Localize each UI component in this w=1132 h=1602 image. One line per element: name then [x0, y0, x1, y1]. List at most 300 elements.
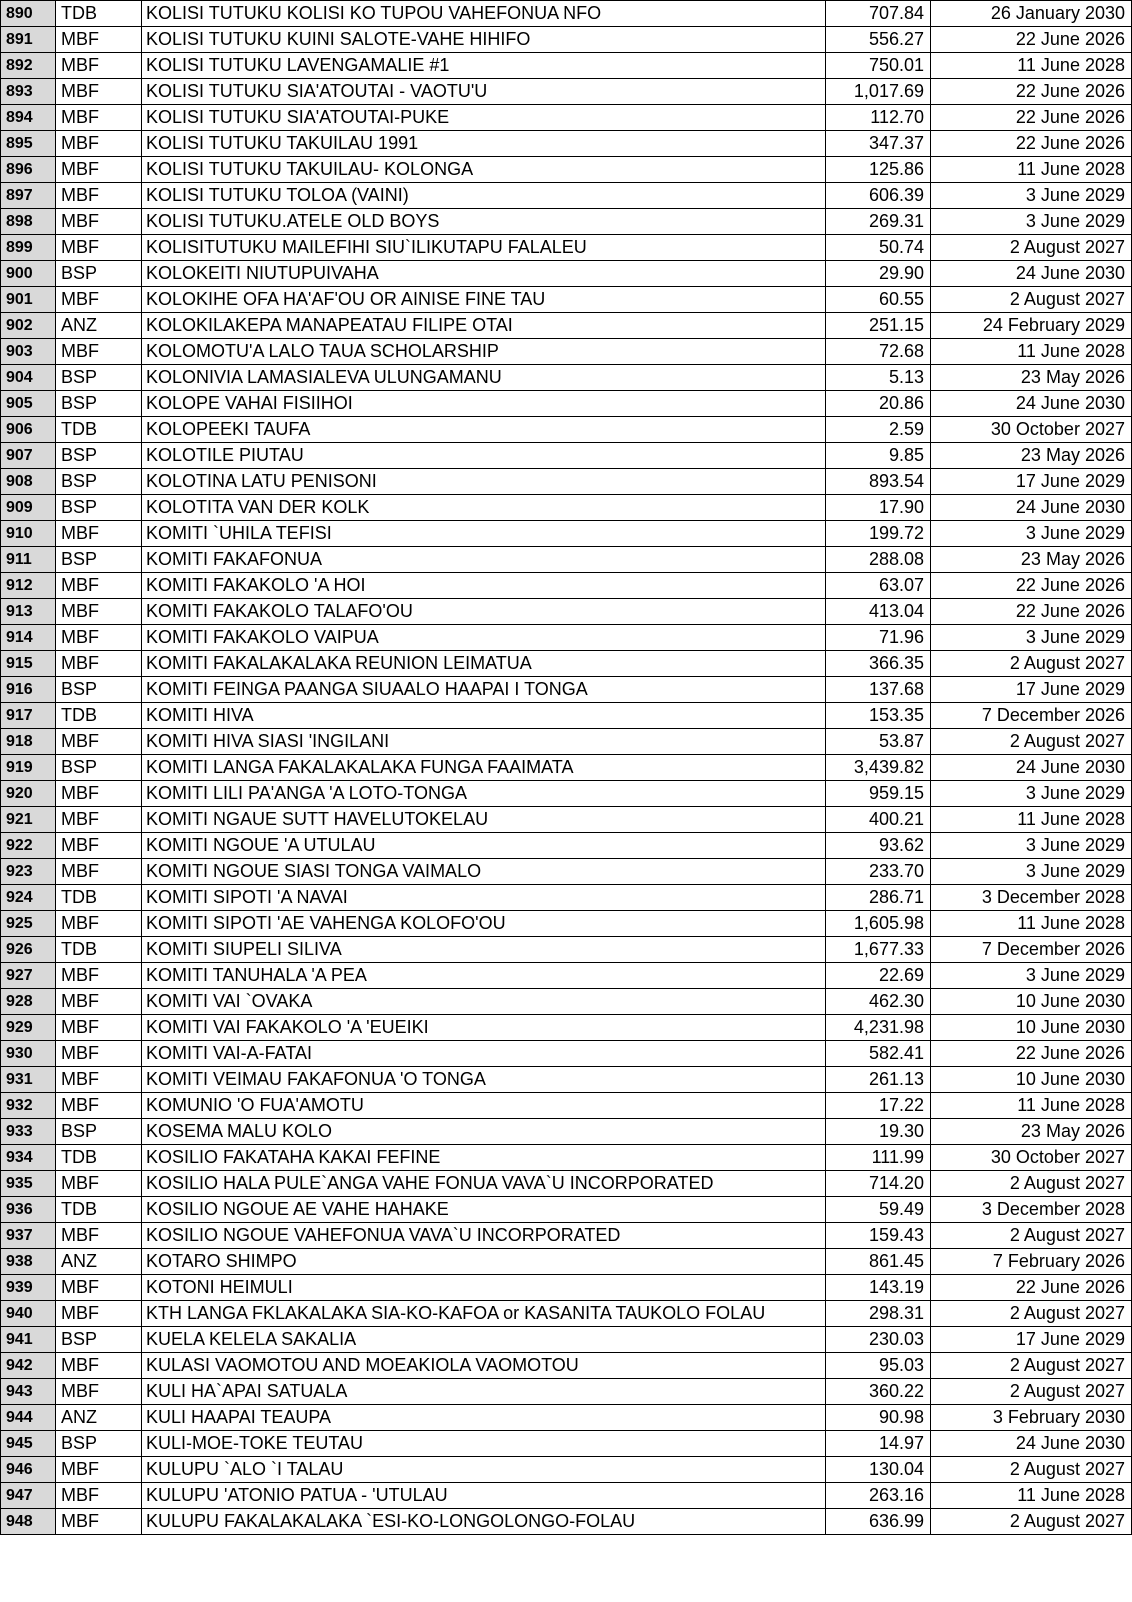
bank-cell: BSP — [56, 261, 142, 287]
bank-cell: BSP — [56, 495, 142, 521]
table-row — [1, 729, 1132, 755]
amount-cell: 17.90 — [826, 495, 931, 521]
table-row — [1, 885, 1132, 911]
account-name-cell: KOMITI LILI PA'ANGA 'A LOTO-TONGA — [142, 781, 826, 807]
account-name-cell: KOMUNIO 'O FUA'AMOTU — [142, 1093, 826, 1119]
row-number-cell: 897 — [1, 183, 56, 209]
bank-cell: BSP — [56, 677, 142, 703]
date-cell: 23 May 2026 — [931, 547, 1132, 573]
bank-cell: MBF — [56, 287, 142, 313]
date-cell: 3 June 2029 — [931, 833, 1132, 859]
account-name-cell: KOMITI FEINGA PAANGA SIUAALO HAAPAI I TONGA — [142, 677, 826, 703]
date-cell: 30 October 2027 — [931, 1145, 1132, 1171]
date-cell: 22 June 2026 — [931, 1041, 1132, 1067]
amount-cell: 50.74 — [826, 235, 931, 261]
row-number-cell: 907 — [1, 443, 56, 469]
amount-cell: 137.68 — [826, 677, 931, 703]
date-cell: 24 June 2030 — [931, 1431, 1132, 1457]
table-row — [1, 417, 1132, 443]
table-row — [1, 1, 1132, 27]
row-number-cell: 937 — [1, 1223, 56, 1249]
amount-cell: 298.31 — [826, 1301, 931, 1327]
date-cell: 17 June 2029 — [931, 677, 1132, 703]
account-name-cell: KULUPU FAKALAKALAKA `ESI-KO-LONGOLONGO-FOLAU — [142, 1509, 826, 1535]
account-name-cell: KOSEMA MALU KOLO — [142, 1119, 826, 1145]
table-row — [1, 755, 1132, 781]
amount-cell: 400.21 — [826, 807, 931, 833]
bank-cell: MBF — [56, 1379, 142, 1405]
account-name-cell: KOLISI TUTUKU TOLOA (VAINI) — [142, 183, 826, 209]
row-number-cell: 946 — [1, 1457, 56, 1483]
table-row — [1, 651, 1132, 677]
row-number-cell: 893 — [1, 79, 56, 105]
date-cell: 7 February 2026 — [931, 1249, 1132, 1275]
account-name-cell: KOLISI TUTUKU SIA'ATOUTAI-PUKE — [142, 105, 826, 131]
row-number-cell: 932 — [1, 1093, 56, 1119]
bank-cell: MBF — [56, 1093, 142, 1119]
table-row — [1, 547, 1132, 573]
account-name-cell: KOLISI TUTUKU LAVENGAMALIE #1 — [142, 53, 826, 79]
table-row — [1, 833, 1132, 859]
account-name-cell: KOMITI VAI `OVAKA — [142, 989, 826, 1015]
row-number-cell: 948 — [1, 1509, 56, 1535]
row-number-cell: 901 — [1, 287, 56, 313]
date-cell: 11 June 2028 — [931, 911, 1132, 937]
table-row — [1, 1093, 1132, 1119]
bank-cell: MBF — [56, 521, 142, 547]
amount-cell: 125.86 — [826, 157, 931, 183]
amount-cell: 462.30 — [826, 989, 931, 1015]
row-number-cell: 914 — [1, 625, 56, 651]
account-name-cell: KOMITI VAI-A-FATAI — [142, 1041, 826, 1067]
row-number-cell: 920 — [1, 781, 56, 807]
amount-cell: 29.90 — [826, 261, 931, 287]
account-name-cell: KULI HA`APAI SATUALA — [142, 1379, 826, 1405]
bank-cell: MBF — [56, 859, 142, 885]
bank-cell: TDB — [56, 885, 142, 911]
date-cell: 23 May 2026 — [931, 443, 1132, 469]
account-name-cell: KULUPU 'ATONIO PATUA - 'UTULAU — [142, 1483, 826, 1509]
table-row — [1, 1145, 1132, 1171]
amount-cell: 230.03 — [826, 1327, 931, 1353]
table-row — [1, 287, 1132, 313]
amount-cell: 2.59 — [826, 417, 931, 443]
table-row — [1, 313, 1132, 339]
table-row — [1, 1223, 1132, 1249]
account-name-cell: KOMITI TANUHALA 'A PEA — [142, 963, 826, 989]
row-number-cell: 939 — [1, 1275, 56, 1301]
table-row — [1, 677, 1132, 703]
row-number-cell: 909 — [1, 495, 56, 521]
row-number-cell: 911 — [1, 547, 56, 573]
amount-cell: 1,605.98 — [826, 911, 931, 937]
table-row — [1, 963, 1132, 989]
table-row — [1, 209, 1132, 235]
account-name-cell: KOMITI NGOUE SIASI TONGA VAIMALO — [142, 859, 826, 885]
amount-cell: 59.49 — [826, 1197, 931, 1223]
account-name-cell: KOMITI VEIMAU FAKAFONUA 'O TONGA — [142, 1067, 826, 1093]
account-name-cell: KOMITI NGOUE 'A UTULAU — [142, 833, 826, 859]
bank-cell: MBF — [56, 53, 142, 79]
row-number-cell: 928 — [1, 989, 56, 1015]
bank-cell: ANZ — [56, 1405, 142, 1431]
table-row — [1, 1275, 1132, 1301]
date-cell: 24 June 2030 — [931, 261, 1132, 287]
amount-cell: 269.31 — [826, 209, 931, 235]
bank-cell: TDB — [56, 937, 142, 963]
account-name-cell: KOLISI TUTUKU KOLISI KO TUPOU VAHEFONUA NFO — [142, 1, 826, 27]
date-cell: 2 August 2027 — [931, 1171, 1132, 1197]
date-cell: 2 August 2027 — [931, 1509, 1132, 1535]
row-number-cell: 924 — [1, 885, 56, 911]
amount-cell: 556.27 — [826, 27, 931, 53]
date-cell: 23 May 2026 — [931, 365, 1132, 391]
table-row — [1, 495, 1132, 521]
row-number-cell: 905 — [1, 391, 56, 417]
amount-cell: 347.37 — [826, 131, 931, 157]
bank-cell: MBF — [56, 79, 142, 105]
date-cell: 24 February 2029 — [931, 313, 1132, 339]
bank-cell: TDB — [56, 417, 142, 443]
table-row — [1, 1041, 1132, 1067]
account-name-cell: KOTARO SHIMPO — [142, 1249, 826, 1275]
amount-cell: 71.96 — [826, 625, 931, 651]
amount-cell: 153.35 — [826, 703, 931, 729]
table-row — [1, 807, 1132, 833]
bank-cell: MBF — [56, 209, 142, 235]
bank-cell: MBF — [56, 963, 142, 989]
account-name-cell: KTH LANGA FKLAKALAKA SIA-KO-KAFOA or KASANITA TAUKOLO FOLAU — [142, 1301, 826, 1327]
amount-cell: 14.97 — [826, 1431, 931, 1457]
date-cell: 26 January 2030 — [931, 1, 1132, 27]
amount-cell: 63.07 — [826, 573, 931, 599]
amount-cell: 19.30 — [826, 1119, 931, 1145]
table-row — [1, 625, 1132, 651]
amount-cell: 261.13 — [826, 1067, 931, 1093]
row-number-cell: 918 — [1, 729, 56, 755]
date-cell: 22 June 2026 — [931, 1275, 1132, 1301]
date-cell: 2 August 2027 — [931, 651, 1132, 677]
date-cell: 2 August 2027 — [931, 235, 1132, 261]
table-row — [1, 339, 1132, 365]
row-number-cell: 931 — [1, 1067, 56, 1093]
bank-cell: MBF — [56, 625, 142, 651]
bank-cell: MBF — [56, 105, 142, 131]
amount-cell: 95.03 — [826, 1353, 931, 1379]
account-name-cell: KOMITI LANGA FAKALAKALAKA FUNGA FAAIMATA — [142, 755, 826, 781]
amount-cell: 861.45 — [826, 1249, 931, 1275]
bank-cell: MBF — [56, 1275, 142, 1301]
row-number-cell: 936 — [1, 1197, 56, 1223]
bank-cell: MBF — [56, 1015, 142, 1041]
account-name-cell: KULASI VAOMOTOU AND MOEAKIOLA VAOMOTOU — [142, 1353, 826, 1379]
account-name-cell: KOLISI TUTUKU SIA'ATOUTAI - VAOTU'U — [142, 79, 826, 105]
table-row — [1, 27, 1132, 53]
date-cell: 3 June 2029 — [931, 209, 1132, 235]
amount-cell: 288.08 — [826, 547, 931, 573]
bank-cell: BSP — [56, 469, 142, 495]
account-name-cell: KOLOTILE PIUTAU — [142, 443, 826, 469]
date-cell: 24 June 2030 — [931, 495, 1132, 521]
table-row — [1, 1249, 1132, 1275]
bank-cell: MBF — [56, 1457, 142, 1483]
account-name-cell: KOLISITUTUKU MAILEFIHI SIU`ILIKUTAPU FALALEU — [142, 235, 826, 261]
account-name-cell: KOLOKIHE OFA HA'AF'OU OR AINISE FINE TAU — [142, 287, 826, 313]
bank-cell: MBF — [56, 1171, 142, 1197]
table-row — [1, 1483, 1132, 1509]
account-name-cell: KOSILIO FAKATAHA KAKAI FEFINE — [142, 1145, 826, 1171]
bank-cell: MBF — [56, 1041, 142, 1067]
amount-cell: 750.01 — [826, 53, 931, 79]
bank-cell: ANZ — [56, 313, 142, 339]
date-cell: 2 August 2027 — [931, 287, 1132, 313]
amount-cell: 72.68 — [826, 339, 931, 365]
account-name-cell: KOMITI FAKALAKALAKA REUNION LEIMATUA — [142, 651, 826, 677]
row-number-cell: 926 — [1, 937, 56, 963]
amount-cell: 714.20 — [826, 1171, 931, 1197]
amount-cell: 263.16 — [826, 1483, 931, 1509]
account-name-cell: KOLOTINA LATU PENISONI — [142, 469, 826, 495]
amount-cell: 5.13 — [826, 365, 931, 391]
bank-cell: ANZ — [56, 1249, 142, 1275]
table-row — [1, 1171, 1132, 1197]
bank-cell: TDB — [56, 703, 142, 729]
account-name-cell: KOLOKILAKEPA MANAPEATAU FILIPE OTAI — [142, 313, 826, 339]
date-cell: 10 June 2030 — [931, 1015, 1132, 1041]
account-name-cell: KOSILIO NGOUE AE VAHE HAHAKE — [142, 1197, 826, 1223]
row-number-cell: 910 — [1, 521, 56, 547]
bank-cell: BSP — [56, 755, 142, 781]
table-row — [1, 183, 1132, 209]
bank-cell: MBF — [56, 781, 142, 807]
date-cell: 3 June 2029 — [931, 781, 1132, 807]
bank-cell: MBF — [56, 651, 142, 677]
table-row — [1, 1197, 1132, 1223]
table-row — [1, 1353, 1132, 1379]
row-number-cell: 940 — [1, 1301, 56, 1327]
row-number-cell: 923 — [1, 859, 56, 885]
amount-cell: 159.43 — [826, 1223, 931, 1249]
row-number-cell: 900 — [1, 261, 56, 287]
table-row — [1, 599, 1132, 625]
row-number-cell: 947 — [1, 1483, 56, 1509]
account-name-cell: KOLOPE VAHAI FISIIHOI — [142, 391, 826, 417]
bank-cell: TDB — [56, 1145, 142, 1171]
account-name-cell: KOTONI HEIMULI — [142, 1275, 826, 1301]
table-row — [1, 859, 1132, 885]
account-name-cell: KOMITI FAKAKOLO 'A HOI — [142, 573, 826, 599]
bank-cell: MBF — [56, 573, 142, 599]
row-number-cell: 929 — [1, 1015, 56, 1041]
table-row — [1, 1301, 1132, 1327]
table-row — [1, 703, 1132, 729]
row-number-cell: 945 — [1, 1431, 56, 1457]
table-row — [1, 157, 1132, 183]
row-number-cell: 904 — [1, 365, 56, 391]
amount-cell: 707.84 — [826, 1, 931, 27]
amount-cell: 3,439.82 — [826, 755, 931, 781]
account-name-cell: KOLOMOTU'A LALO TAUA SCHOLARSHIP — [142, 339, 826, 365]
account-name-cell: KUELA KELELA SAKALIA — [142, 1327, 826, 1353]
table-row — [1, 1457, 1132, 1483]
account-name-cell: KOLOKEITI NIUTUPUIVAHA — [142, 261, 826, 287]
account-name-cell: KOLOTITA VAN DER KOLK — [142, 495, 826, 521]
table-row — [1, 1431, 1132, 1457]
date-cell: 7 December 2026 — [931, 937, 1132, 963]
row-number-cell: 898 — [1, 209, 56, 235]
date-cell: 17 June 2029 — [931, 1327, 1132, 1353]
row-number-cell: 934 — [1, 1145, 56, 1171]
row-number-cell: 935 — [1, 1171, 56, 1197]
date-cell: 22 June 2026 — [931, 573, 1132, 599]
table-row — [1, 781, 1132, 807]
row-number-cell: 943 — [1, 1379, 56, 1405]
row-number-cell: 916 — [1, 677, 56, 703]
table-row — [1, 1327, 1132, 1353]
date-cell: 3 February 2030 — [931, 1405, 1132, 1431]
date-cell: 2 August 2027 — [931, 1457, 1132, 1483]
date-cell: 3 June 2029 — [931, 963, 1132, 989]
account-name-cell: KOMITI `UHILA TEFISI — [142, 521, 826, 547]
amount-cell: 111.99 — [826, 1145, 931, 1171]
date-cell: 3 June 2029 — [931, 625, 1132, 651]
table-row — [1, 937, 1132, 963]
table-row — [1, 391, 1132, 417]
date-cell: 24 June 2030 — [931, 755, 1132, 781]
amount-cell: 606.39 — [826, 183, 931, 209]
bank-cell: MBF — [56, 911, 142, 937]
date-cell: 11 June 2028 — [931, 53, 1132, 79]
row-number-cell: 917 — [1, 703, 56, 729]
bank-cell: BSP — [56, 365, 142, 391]
table-body — [1, 1, 1132, 1535]
amount-cell: 1,677.33 — [826, 937, 931, 963]
amount-cell: 286.71 — [826, 885, 931, 911]
bank-cell: BSP — [56, 391, 142, 417]
account-name-cell: KOLISI TUTUKU TAKUILAU 1991 — [142, 131, 826, 157]
bank-cell: BSP — [56, 547, 142, 573]
bank-cell: MBF — [56, 1067, 142, 1093]
bank-cell: MBF — [56, 1509, 142, 1535]
amount-cell: 17.22 — [826, 1093, 931, 1119]
bank-cell: MBF — [56, 235, 142, 261]
date-cell: 22 June 2026 — [931, 79, 1132, 105]
amount-cell: 233.70 — [826, 859, 931, 885]
table-row — [1, 235, 1132, 261]
account-name-cell: KOMITI VAI FAKAKOLO 'A 'EUEIKI — [142, 1015, 826, 1041]
amount-cell: 4,231.98 — [826, 1015, 931, 1041]
amount-cell: 60.55 — [826, 287, 931, 313]
bank-cell: BSP — [56, 1327, 142, 1353]
bank-cell: BSP — [56, 1119, 142, 1145]
date-cell: 11 June 2028 — [931, 157, 1132, 183]
table-row — [1, 261, 1132, 287]
amount-cell: 9.85 — [826, 443, 931, 469]
bank-cell: MBF — [56, 339, 142, 365]
table-row — [1, 911, 1132, 937]
date-cell: 30 October 2027 — [931, 417, 1132, 443]
date-cell: 2 August 2027 — [931, 1379, 1132, 1405]
row-number-cell: 896 — [1, 157, 56, 183]
date-cell: 10 June 2030 — [931, 1067, 1132, 1093]
row-number-cell: 908 — [1, 469, 56, 495]
amount-cell: 53.87 — [826, 729, 931, 755]
date-cell: 7 December 2026 — [931, 703, 1132, 729]
account-name-cell: KOSILIO HALA PULE`ANGA VAHE FONUA VAVA`U INCORPORATED — [142, 1171, 826, 1197]
date-cell: 11 June 2028 — [931, 1483, 1132, 1509]
account-name-cell: KOMITI SIUPELI SILIVA — [142, 937, 826, 963]
table-row — [1, 1405, 1132, 1431]
date-cell: 17 June 2029 — [931, 469, 1132, 495]
date-cell: 2 August 2027 — [931, 1301, 1132, 1327]
amount-cell: 22.69 — [826, 963, 931, 989]
row-number-cell: 902 — [1, 313, 56, 339]
row-number-cell: 915 — [1, 651, 56, 677]
date-cell: 11 June 2028 — [931, 807, 1132, 833]
bank-cell: MBF — [56, 1223, 142, 1249]
table-row — [1, 53, 1132, 79]
account-name-cell: KOLISI TUTUKU TAKUILAU- KOLONGA — [142, 157, 826, 183]
account-name-cell: KOSILIO NGOUE VAHEFONUA VAVA`U INCORPORATED — [142, 1223, 826, 1249]
bank-cell: MBF — [56, 1353, 142, 1379]
row-number-cell: 930 — [1, 1041, 56, 1067]
amount-cell: 130.04 — [826, 1457, 931, 1483]
row-number-cell: 922 — [1, 833, 56, 859]
row-number-cell: 913 — [1, 599, 56, 625]
bank-cell: MBF — [56, 729, 142, 755]
row-number-cell: 927 — [1, 963, 56, 989]
account-name-cell: KOMITI NGAUE SUTT HAVELUTOKELAU — [142, 807, 826, 833]
row-number-cell: 944 — [1, 1405, 56, 1431]
account-name-cell: KOMITI SIPOTI 'AE VAHENGA KOLOFO'OU — [142, 911, 826, 937]
table-row — [1, 1015, 1132, 1041]
account-name-cell: KOLISI TUTUKU KUINI SALOTE-VAHE HIHIFO — [142, 27, 826, 53]
account-name-cell: KOMITI HIVA — [142, 703, 826, 729]
date-cell: 10 June 2030 — [931, 989, 1132, 1015]
account-name-cell: KOLISI TUTUKU.ATELE OLD BOYS — [142, 209, 826, 235]
bank-cell: MBF — [56, 1301, 142, 1327]
row-number-cell: 895 — [1, 131, 56, 157]
account-name-cell: KOMITI FAKAKOLO TALAFO'OU — [142, 599, 826, 625]
date-cell: 23 May 2026 — [931, 1119, 1132, 1145]
date-cell: 22 June 2026 — [931, 599, 1132, 625]
date-cell: 2 August 2027 — [931, 729, 1132, 755]
row-number-cell: 903 — [1, 339, 56, 365]
account-name-cell: KULUPU `ALO `I TALAU — [142, 1457, 826, 1483]
bank-cell: MBF — [56, 807, 142, 833]
account-name-cell: KOLOPEEKI TAUFA — [142, 417, 826, 443]
row-number-cell: 899 — [1, 235, 56, 261]
account-name-cell: KOMITI FAKAKOLO VAIPUA — [142, 625, 826, 651]
date-cell: 24 June 2030 — [931, 391, 1132, 417]
row-number-cell: 891 — [1, 27, 56, 53]
account-name-cell: KOLONIVIA LAMASIALEVA ULUNGAMANU — [142, 365, 826, 391]
amount-cell: 413.04 — [826, 599, 931, 625]
amount-cell: 959.15 — [826, 781, 931, 807]
date-cell: 11 June 2028 — [931, 1093, 1132, 1119]
amount-cell: 93.62 — [826, 833, 931, 859]
bank-cell: MBF — [56, 1483, 142, 1509]
bank-cell: TDB — [56, 1197, 142, 1223]
amount-cell: 143.19 — [826, 1275, 931, 1301]
table-row — [1, 521, 1132, 547]
table-row — [1, 1119, 1132, 1145]
amount-cell: 1,017.69 — [826, 79, 931, 105]
table-row — [1, 573, 1132, 599]
amount-cell: 360.22 — [826, 1379, 931, 1405]
table-row — [1, 365, 1132, 391]
row-number-cell: 890 — [1, 1, 56, 27]
